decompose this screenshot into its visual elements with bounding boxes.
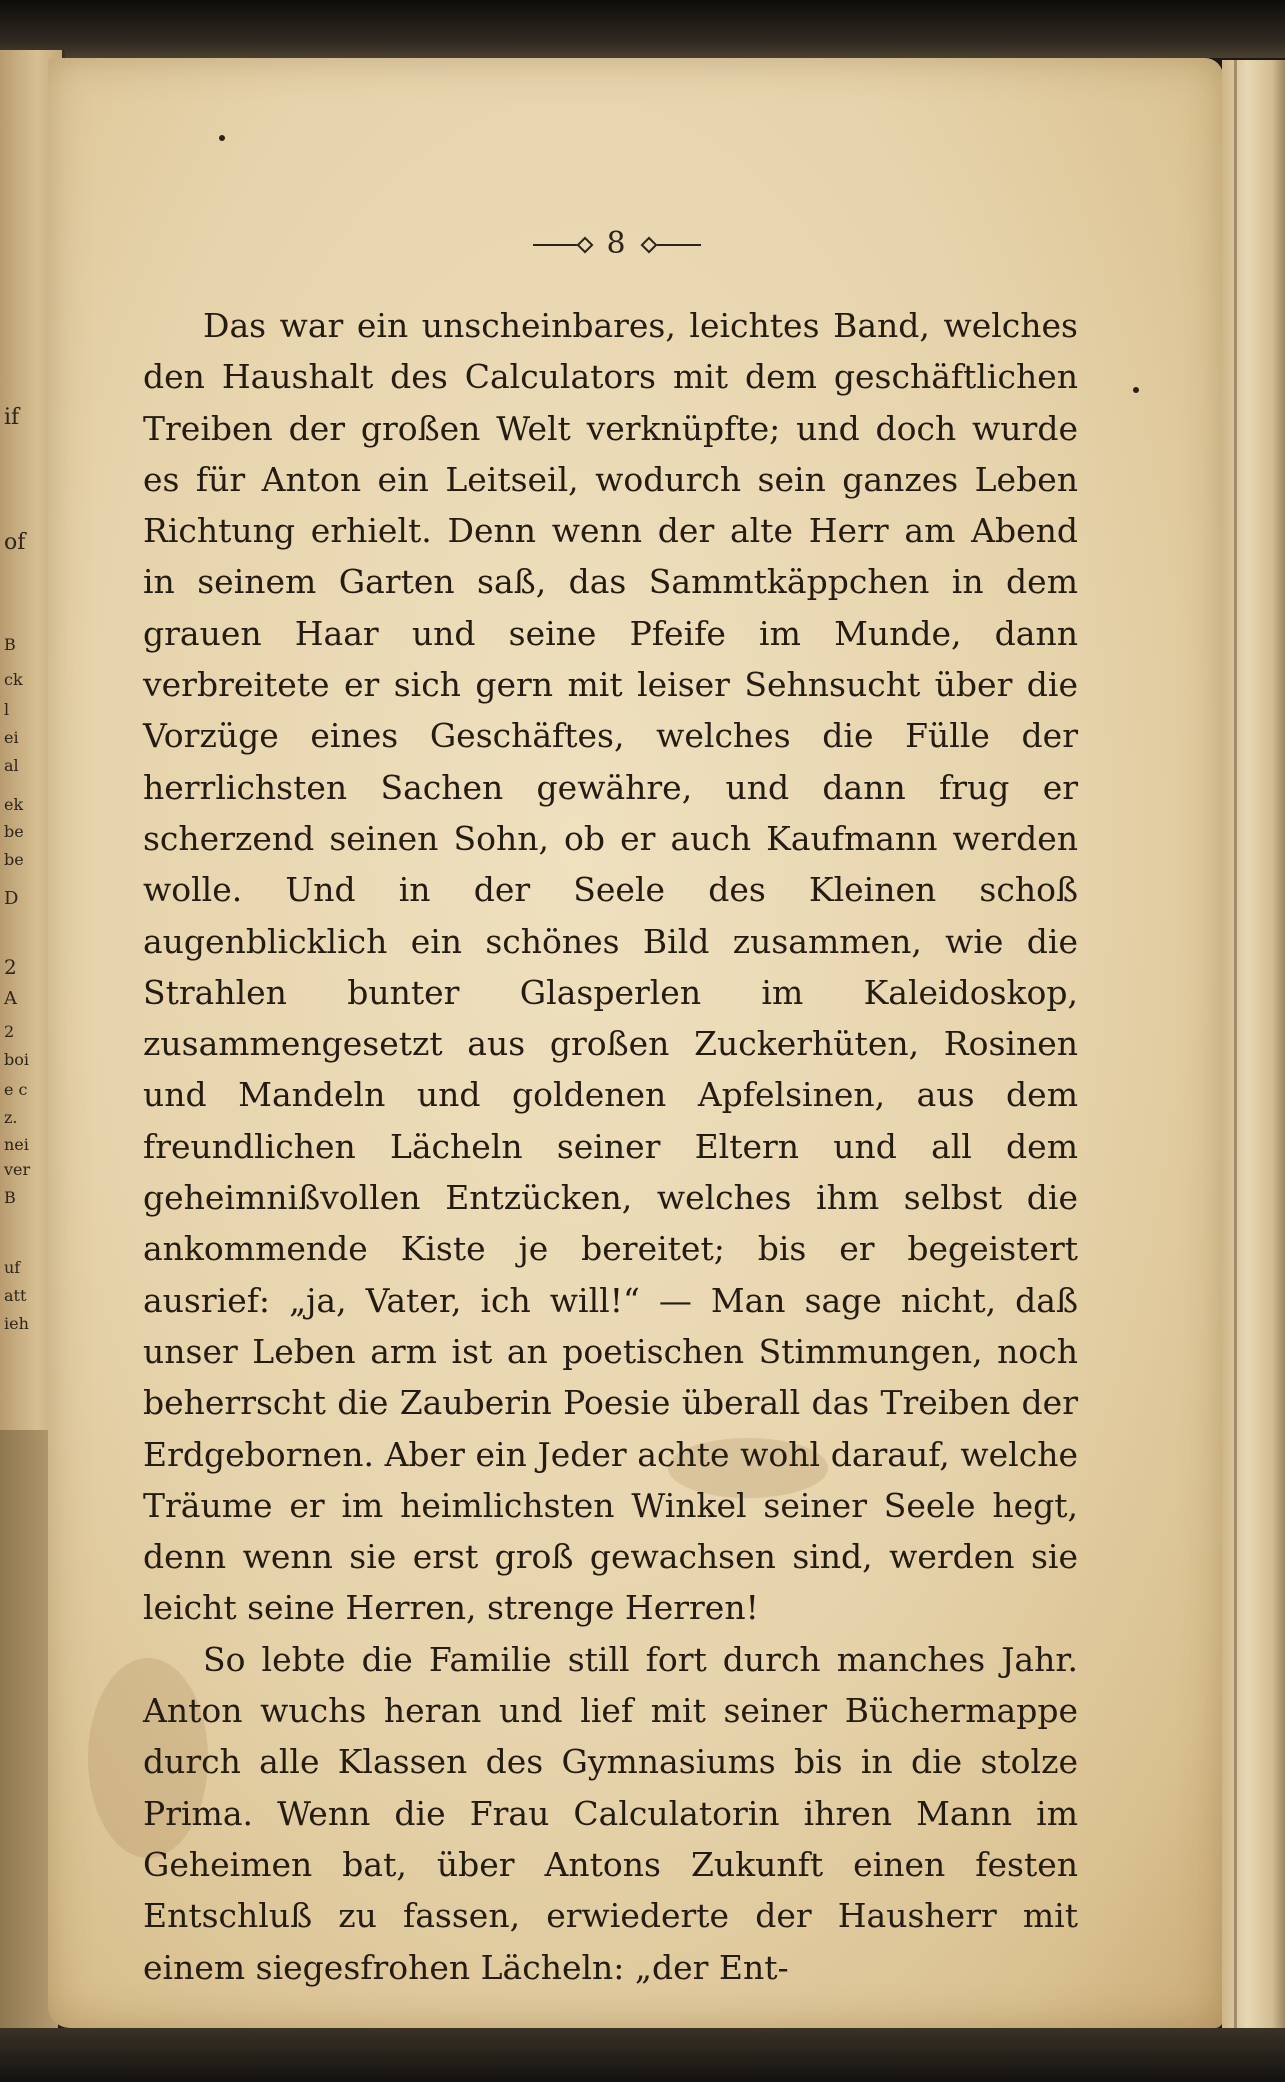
margin-fragment: B	[4, 635, 16, 654]
paragraph: So lebte die Familie still fort durch manches Jahr. Anton wuchs heran und lief mit seiner Büchermappe durch alle Klassen des Gymnasiums bis in die stolze Prima. Wenn die Frau Calculatorin ihren Mann im Geheimen bat, über Antons Zukunft einen festen Entschluß zu fassen, erwiederte der Hausherr mit einem siegesfrohen Lächeln: „der Ent-	[143, 1639, 1078, 1987]
margin-fragment: nei	[4, 1135, 29, 1154]
margin-fragment: D	[4, 888, 19, 909]
margin-fragment: al	[4, 756, 19, 775]
margin-fragment: e c	[4, 1080, 28, 1099]
binding-bottom-edge	[0, 2028, 1285, 2082]
margin-fragment: be	[4, 850, 24, 869]
margin-fragment: B	[4, 1188, 16, 1207]
margin-fragment: ieh	[4, 1314, 29, 1333]
margin-fragment: ck	[4, 670, 23, 689]
page-number: 8	[606, 226, 628, 261]
margin-fragment: z.	[4, 1108, 18, 1127]
margin-fragment: of	[4, 530, 26, 555]
margin-fragment: 2	[4, 1022, 15, 1041]
margin-fragment: uf	[4, 1258, 21, 1277]
binding-top-edge	[0, 0, 1285, 58]
margin-fragment: be	[4, 822, 24, 841]
margin-fragment: ek	[4, 795, 24, 814]
margin-fragment: l	[4, 700, 10, 719]
page-fore-edge	[1222, 60, 1285, 2030]
running-header	[0, 226, 1234, 261]
margin-fragment: A	[4, 988, 17, 1009]
margin-fragment: ver	[4, 1160, 31, 1179]
margin-fragment: ei	[4, 728, 19, 747]
margin-fragment: if	[4, 405, 20, 430]
ornament-right-icon	[649, 244, 701, 246]
paragraph: Das war ein unscheinbares, leichtes Band, welches den Haushalt des Calculators mit dem geschäftlichen Treiben der großen Welt verknüpfte; und doch wurde es für Anton ein Leitseil, wodurch sein ganzes Leben Richtung erhielt. Denn wenn der alte Herr am Abend in seinem Garten saß, das Sammtkäppchen in dem grauen Haar und seine Pfeife im Munde, dann verbreitete er sich gern mit leiser Sehnsucht über die Vorzüge eines Geschäftes, welches die Fülle der herrlichsten Sachen gewähre, und dann frug er scherzend seinen Sohn, ob er auch Kaufmann werden wolle. Und in der Seele des Kleinen schoß augenblicklich ein schönes Bild zusammen, wie die Strahlen bunter Glasperlen im Kaleidoskop, zusammengesetzt aus großen Zuckerhüten, Rosinen und Mandeln und goldenen Apfelsinen, aus dem freundlichen Lächeln seiner Eltern und all dem geheimnißvollen Entzücken, welches ihm selbst die ankommende Kiste je bereitet; bis er begeistert ausrief: „ja, Vater, ich will!“ — Man sage nicht, daß unser Leben arm ist an poetischen Stimmungen, noch beherrscht die Zauberin Poesie überall das Treiben der Erdgebornen. Aber ein Jeder achte wohl darauf, welche Träume er im heimlichsten Winkel seiner Seele hegt, denn wenn sie erst groß gewachsen sind, werden sie leicht seine Herren, strenge Herren!	[143, 306, 1078, 1628]
margin-fragment: boi	[4, 1050, 29, 1069]
ornament-left-icon	[533, 244, 585, 246]
body-text	[143, 300, 1078, 1993]
ink-speck	[1133, 387, 1139, 393]
margin-fragment: att	[4, 1286, 27, 1305]
margin-fragment: 2	[4, 955, 17, 979]
ink-speck	[219, 135, 225, 141]
